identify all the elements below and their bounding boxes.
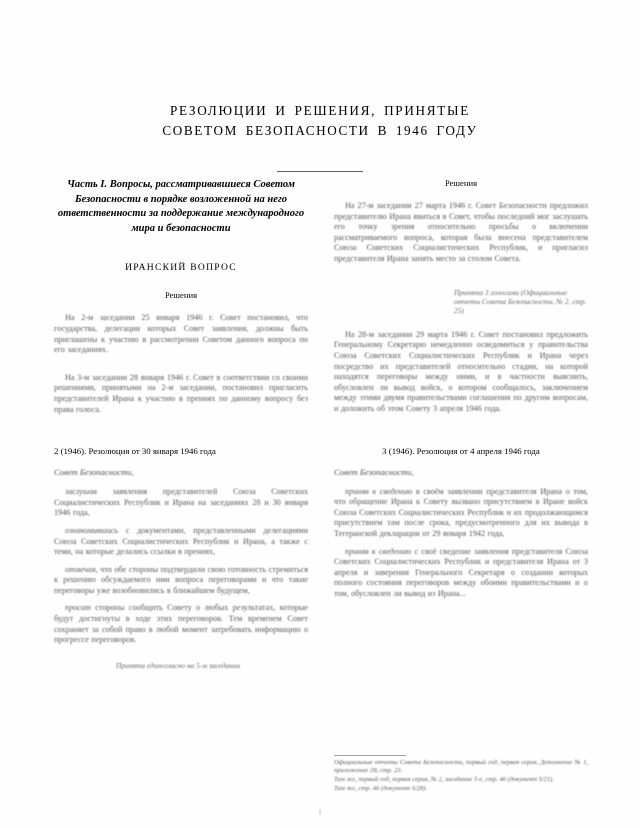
masthead-title-line-2: СОВЕТОМ БЕЗОПАСНОСТИ В 1946 ГОДУ — [162, 123, 478, 138]
right-column — [334, 178, 588, 794]
clause-taking-note-1 — [334, 487, 588, 540]
clause-taking-note-2-lead: приняв к сведению — [345, 546, 412, 556]
clause-requests — [54, 603, 308, 645]
paragraph-gap — [54, 365, 308, 373]
paragraph-meeting-28: На 28-м заседании 29 марта 1946 г. Совет постановил предложить Генеральному Секретарю немедленно осведомиться у правительства Союза Советских Социалистических Республик и Ирана через посредство их представителей относительно стадии, на которой находятся переговоры между ними, и в частности выяснить, обусловлен ли вывод войск, о котором сообщалось, заключением между этими двумя правительствами соглашения по другим вопросам, и доложить об этом Совету 3 апреля 1946 года. — [334, 329, 588, 413]
footnote-1: Официальные отчеты Совета Безопасности, первый год, первая серия, Дополнение № 1, приложение 2В, стр. 23. — [334, 758, 588, 774]
side-note-gap — [334, 274, 588, 288]
clause-noting — [54, 565, 308, 597]
resolution-title-3-1946: 3 (1946). Резолюция от 4 апреля 1946 года — [382, 445, 540, 456]
clause-examined — [54, 526, 308, 558]
clause-heard-lead: заслушав — [65, 487, 97, 497]
horizontal-rule-icon — [277, 171, 363, 172]
masthead-divider-wrap — [0, 159, 640, 177]
section-gap-right — [334, 424, 588, 446]
paragraph-meeting-2: На 2-м заседании 25 января 1946 г. Совет постановил, что государства, делегации которых Совет заявления, должны быть приглашены к участию в рассмотрении Советом данного вопроса по его заседаниях. — [54, 313, 308, 355]
clause-examined-lead: ознакомившись — [65, 525, 119, 535]
footnote-3: Там же, стр. 46 (документ S/28). — [334, 784, 428, 792]
clause-taking-note-2-text: с своё сведение заявления представителя Союза Советских Социалистических Республик и представителя Ирана от 3 апреля и заверения Генерального Секретаря о создании которых полного состояния переговоров между обоими правительствами и о том, обусловлен ли вывод из Ирана... — [334, 546, 588, 598]
resolution-title-2-1946: 2 (1946). Резолюция от 30 января 1946 года — [54, 446, 216, 457]
clause-heard — [54, 487, 308, 519]
clause-taking-note-1-text: в своём заявлении представителя Ирана о том, что обращение Ирана к Совету вызвано присутствием в Иране войск Союза Советских Социалистических Республик и их продолжающимся присутствием там после срока, предусмотренного для их вывода в Тегеранской декларации от 29 января 1942 года, — [334, 486, 588, 538]
paragraph-gap-right — [334, 316, 588, 330]
footnote-divider-icon — [334, 755, 406, 756]
organ-name-right: Совет Безопасности, — [334, 466, 414, 477]
footnote-2: Там же, первый год, первая серия, № 2, заседание 5-е, стр. 46 (документ S/21). — [334, 775, 554, 783]
two-column-body — [54, 178, 588, 794]
paragraph-meeting-27: На 27-м заседании 27 марта 1946 г. Совет Безопасности предложил представителю Ирана явиться в Совет, чтобы последний мог заслушать его точку зрения относительно просьбы о включении рассматриваемого вопроса, которая была внесена представителем Союза Советских Социалистических Республик, и пригласил представителя Ирана занять место за столом Совета. — [334, 201, 588, 263]
adoption-note-left: Принята единогласно на 5-м заседании — [116, 660, 241, 670]
paragraph-meeting-3: На 3-м заседании 28 января 1946 г. Совет в соответствии со своими решениями, принятыми на 2-м заседании, постановил пригласить представителей Ирана к участию в прениях по данному вопросу без права голоса. — [54, 372, 308, 414]
section-gap — [54, 424, 308, 446]
side-note-adoption-right: Принята 3 голосами (Официальные отчеты Совета Безопасности, № 2, стр. 25) — [454, 287, 587, 316]
clause-taking-note-2 — [334, 547, 588, 600]
note-gap — [54, 653, 308, 661]
subheading-decisions-left: Решения — [164, 290, 198, 301]
page-number: 1 — [318, 808, 322, 816]
clause-requests-text: стороны сообщить Совету о любых результатах, которые будут достигнуты в ходе этих переговоров. Тем временем Совет сохраняет за собой право в любой момент затребовать информацию о прогрессе переговоров. — [54, 603, 308, 645]
clause-noting-lead: отмечая — [65, 564, 96, 574]
left-column — [54, 178, 308, 794]
clause-heard-text: заявления представителей Союза Советских Социалистических Республик и Ирана на заседаниях 28 и 30 января 1946 года, — [54, 487, 308, 518]
clause-noting-text: , что обе стороны подтвердили свою готовность стремиться к решению обсуждаемого ими вопроса переговорами и что такие переговоры уже возобновились в ближайшем будущем, — [54, 564, 308, 595]
clause-requests-lead: просит — [65, 603, 91, 613]
section-title-iranian-question: ИРАНСКИЙ ВОПРОС — [125, 262, 237, 274]
clause-taking-note-1-lead: приняв к сведению — [345, 486, 413, 496]
subheading-decisions-right: Решения — [444, 178, 478, 188]
part-title: Часть I. Вопросы, рассматривавшиеся Советом Безопасности в порядке возложенной на него ответственности за поддержание международного мира и безопасности — [57, 179, 305, 234]
page-masthead — [0, 0, 640, 177]
clause-examined-text: с документами, представленными делегациями Союза Советских Социалистических Республик и Ирана, а также с теми, на которые делались ссылки в прениях, — [54, 525, 308, 557]
organ-name-left: Совет Безопасности, — [54, 467, 134, 478]
masthead-title-line-1: РЕЗОЛЮЦИИ И РЕШЕНИЯ, ПРИНЯТЫЕ — [169, 103, 470, 118]
footnote-block — [334, 755, 588, 794]
